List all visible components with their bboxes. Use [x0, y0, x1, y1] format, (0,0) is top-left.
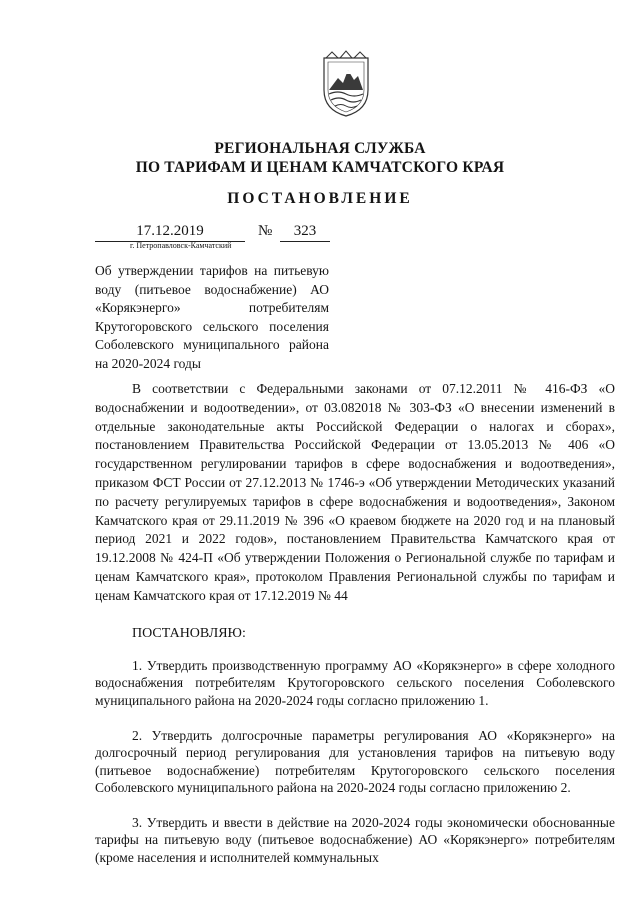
- organization-name-line-1: РЕГИОНАЛЬНАЯ СЛУЖБА: [214, 140, 426, 157]
- decree-item-3: 3. Утвердить и ввести в действие на 2020-2024 годы экономически обоснованные тарифы на питьевую воду (питьевое водоснабжение) АО «Корякэнерго» потребителям (кроме населения и исполнителей коммунальных: [95, 815, 615, 865]
- organization-name-line-2: ПО ТАРИФАМ И ЦЕНАМ КАМЧАТСКОГО КРАЯ: [135, 159, 505, 176]
- coat-of-arms-emblem: [318, 50, 374, 118]
- decree-item-2: 2. Утвердить долгосрочные параметры регулирования АО «Корякэнерго» на долгосрочный период регулирования для установления тарифов на питьевую воду (питьевое водоснабжение) потребителям Крутогоровского сельского поселения Соболевского муниципального района на 2020-2024 годы согласно приложению 2.: [95, 728, 615, 795]
- document-type-title: ПОСТАНОВЛЕНИЕ: [227, 190, 413, 207]
- preamble-paragraph: В соответствии с Федеральными законами от 07.12.2011 № 416-ФЗ «О водоснабжении и водоотведении», от 03.082018 № 303-ФЗ «О внесении изменений в отдельные законодательные акты Российской Федерации о налогах и сборах», постановлением Правительства Российской Федерации от 13.05.2013 № 406 «О государственном регулировании тарифов в сфере водоснабжения и водоотведения», приказом ФСТ России от 27.12.2013 № 1746-э «Об утверждении Методических указаний по расчету регулируемых тарифов в сфере водоснабжения и водоотведения», Законом Камчатского края от 29.11.2019 № 396 «О краевом бюджете на 2020 год и на плановый период 2021 и 2022 годов», постановлением Правительства Камчатского края от 19.12.2008 № 424-П «Об утверждении Положения о Региональной службе по тарифам и ценам Камчатского края», протоколом Правления Региональной службы по тарифам и ценам Камчатского края от 17.12.2019 № 44: [95, 381, 615, 603]
- decree-word: ПОСТАНОВЛЯЮ:: [132, 626, 246, 641]
- issue-city: г. Петропавловск-Камчатский: [130, 241, 232, 250]
- number-sign: №: [258, 223, 273, 239]
- decree-item-1: 1. Утвердить производственную программу АО «Корякэнерго» в сфере холодного водоснабжения потребителям Крутогоровского сельского поселения Соболевского муниципального района на 2020-2024 годы согласно приложению 1.: [95, 658, 615, 708]
- document-number: 323: [280, 223, 330, 242]
- document-subject: Об утверждении тарифов на питьевую воду (питьевое водоснабжение) АО «Корякэнерго» потребителям Крутогоровского сельского поселения Соболевского муниципального района на 2020-2024 годы: [95, 263, 329, 371]
- document-date: 17.12.2019: [95, 223, 245, 242]
